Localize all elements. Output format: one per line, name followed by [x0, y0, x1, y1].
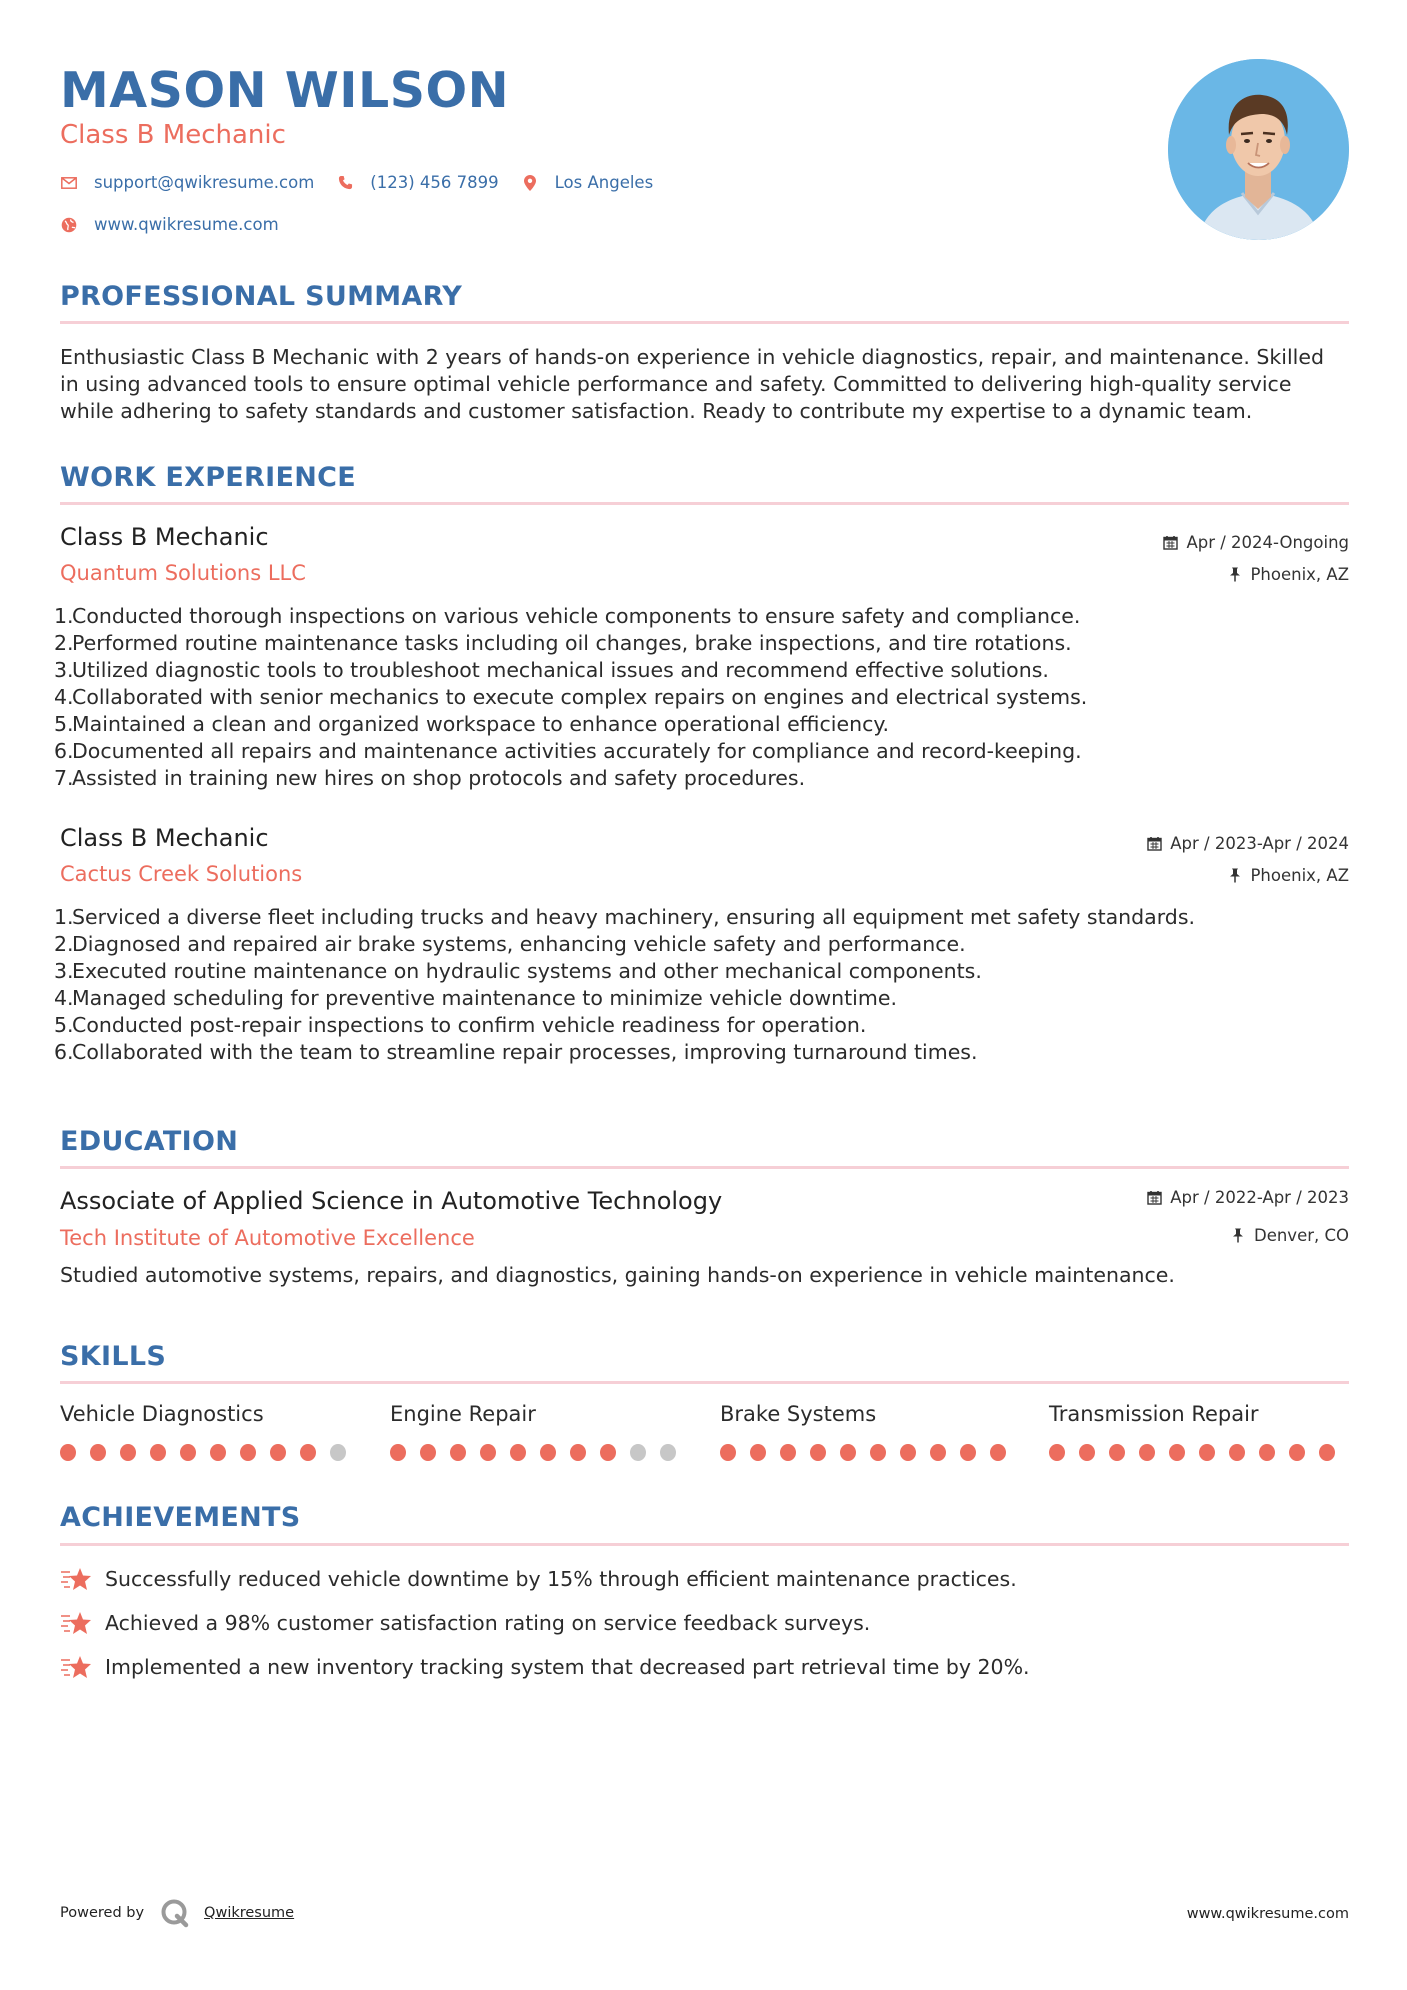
globe-icon: [60, 216, 78, 234]
summary-text: Enthusiastic Class B Mechanic with 2 years of hands-on experience in vehicle diagnostics, repair, and maintenance. Skilled in using advanced tools to ensure optimal vehicle performance and safety. Committed to delivering high-quality service while adhering to safety standards and customer satisfaction. Ready to contribute my expertise to a dynamic team.: [60, 345, 1325, 423]
skill-item: [60, 1402, 360, 1461]
rating-dot-filled: [1049, 1444, 1065, 1461]
qwikresume-link[interactable]: Qwikresume: [204, 1905, 295, 1921]
website-text: www.qwikresume.com: [94, 215, 279, 234]
list-item: 2. Diagnosed and repaired air brake systems, enhancing vehicle safety and performance.: [54, 932, 966, 956]
rating-dot-filled: [420, 1444, 436, 1461]
rating-dot-filled: [570, 1444, 586, 1461]
list-item: 1. Conducted thorough inspections on various vehicle components to ensure safety and compliance.: [54, 604, 1081, 628]
rating-dot-filled: [210, 1444, 226, 1461]
list-item: 5. Conducted post-repair inspections to confirm vehicle readiness for operation.: [54, 1013, 867, 1037]
job-responsibilities: [54, 603, 1349, 792]
phone-icon: [336, 174, 354, 192]
job-title: Class B Mechanic: [60, 523, 269, 551]
skill-rating: [60, 1444, 360, 1461]
contact-row: [60, 173, 675, 192]
calendar-icon: [1147, 836, 1162, 851]
skill-item: [390, 1402, 690, 1461]
skill-rating: [1049, 1444, 1349, 1461]
rating-dot-filled: [60, 1444, 76, 1461]
achievement-text: Achieved a 98% customer satisfaction rating on service feedback surveys.: [105, 1611, 871, 1635]
footer-powered-by: [60, 1898, 294, 1928]
rating-dot-filled: [1229, 1444, 1245, 1461]
contact-row-website: [60, 215, 301, 234]
rating-dot-filled: [1199, 1444, 1215, 1461]
achievements-divider: [60, 1543, 1349, 1546]
contact-location: [521, 173, 654, 192]
summary-divider: [60, 321, 1349, 324]
rating-dot-filled: [300, 1444, 316, 1461]
list-item: 3. Utilized diagnostic tools to troubleshoot mechanical issues and recommend effective solutions.: [54, 658, 1049, 682]
shooting-star-icon: [60, 1653, 92, 1681]
rating-dot-filled: [900, 1444, 916, 1461]
skill-item: [1049, 1402, 1349, 1461]
contact-website[interactable]: [60, 215, 279, 234]
skills-heading: SKILLS: [60, 1341, 167, 1372]
education-location-text: Denver, CO: [1253, 1226, 1349, 1245]
job-location-text: Phoenix, AZ: [1250, 565, 1349, 584]
achievement-text: Implemented a new inventory tracking system that decreased part retrieval time by 20%.: [105, 1655, 1030, 1679]
pushpin-icon: [1227, 567, 1242, 582]
skill-rating: [720, 1444, 1020, 1461]
job-dates: [1147, 834, 1349, 853]
rating-dot-filled: [450, 1444, 466, 1461]
experience-heading: WORK EXPERIENCE: [60, 462, 356, 493]
rating-dot-filled: [990, 1444, 1006, 1461]
skill-item: [720, 1402, 1020, 1461]
rating-dot-filled: [150, 1444, 166, 1461]
calendar-icon: [1147, 1190, 1162, 1205]
rating-dot-filled: [1169, 1444, 1185, 1461]
calendar-icon: [1163, 535, 1178, 550]
qwikresume-logo-icon: [160, 1898, 190, 1928]
education-description: Studied automotive systems, repairs, and diagnostics, gaining hands-on experience in vehicle maintenance.: [60, 1263, 1175, 1287]
education-location: [1231, 1226, 1349, 1245]
list-item: 6. Collaborated with the team to streamline repair processes, improving turnaround times.: [54, 1040, 978, 1064]
rating-dot-filled: [750, 1444, 766, 1461]
rating-dot-empty: [660, 1444, 676, 1461]
pushpin-icon: [1227, 868, 1242, 883]
education-divider: [60, 1166, 1349, 1169]
achievement-item: [60, 1609, 870, 1637]
rating-dot-empty: [330, 1444, 346, 1461]
achievement-item: [60, 1653, 1030, 1681]
achievement-item: [60, 1565, 1017, 1593]
skill-name: Brake Systems: [720, 1402, 877, 1426]
rating-dot-filled: [90, 1444, 106, 1461]
job-title: Class B Mechanic: [60, 824, 269, 852]
school-name: Tech Institute of Automotive Excellence: [60, 1226, 475, 1250]
skill-name: Engine Repair: [390, 1402, 536, 1426]
rating-dot-filled: [960, 1444, 976, 1461]
envelope-icon: [60, 174, 78, 192]
job-location-text: Phoenix, AZ: [1250, 866, 1349, 885]
pushpin-icon: [1231, 1228, 1246, 1243]
list-item: 4. Managed scheduling for preventive maintenance to minimize vehicle downtime.: [54, 986, 897, 1010]
rating-dot-filled: [1139, 1444, 1155, 1461]
job-company: Cactus Creek Solutions: [60, 862, 303, 886]
rating-dot-filled: [240, 1444, 256, 1461]
rating-dot-filled: [810, 1444, 826, 1461]
shooting-star-icon: [60, 1565, 92, 1593]
skill-name: Transmission Repair: [1049, 1402, 1259, 1426]
experience-divider: [60, 502, 1349, 505]
rating-dot-filled: [1079, 1444, 1095, 1461]
rating-dot-filled: [720, 1444, 736, 1461]
job-dates: [1163, 533, 1349, 552]
rating-dot-filled: [930, 1444, 946, 1461]
job-location: [1227, 866, 1349, 885]
powered-by-label: Powered by: [60, 1905, 145, 1921]
rating-dot-filled: [180, 1444, 196, 1461]
job-dates-text: Apr / 2024-Ongoing: [1186, 533, 1349, 552]
rating-dot-filled: [480, 1444, 496, 1461]
phone-text: (123) 456 7899: [370, 173, 499, 192]
footer-website[interactable]: www.qwikresume.com: [1186, 1906, 1349, 1922]
job-location: [1227, 565, 1349, 584]
rating-dot-filled: [600, 1444, 616, 1461]
list-item: 7. Assisted in training new hires on shop protocols and safety procedures.: [54, 766, 806, 790]
skill-name: Vehicle Diagnostics: [60, 1402, 264, 1426]
achievement-text: Successfully reduced vehicle downtime by 15% through efficient maintenance practices.: [105, 1567, 1017, 1591]
list-item: 5. Maintained a clean and organized workspace to enhance operational efficiency.: [54, 712, 890, 736]
skill-rating: [390, 1444, 690, 1461]
rating-dot-empty: [630, 1444, 646, 1461]
job-dates-text: Apr / 2023-Apr / 2024: [1170, 834, 1349, 853]
education-dates-text: Apr / 2022-Apr / 2023: [1170, 1188, 1349, 1207]
rating-dot-filled: [1289, 1444, 1305, 1461]
rating-dot-filled: [840, 1444, 856, 1461]
degree-title: Associate of Applied Science in Automotive Technology: [60, 1187, 723, 1215]
job-company: Quantum Solutions LLC: [60, 561, 306, 585]
contact-phone[interactable]: [336, 173, 498, 192]
achievements-heading: ACHIEVEMENTS: [60, 1502, 301, 1533]
list-item: 3. Executed routine maintenance on hydraulic systems and other mechanical components.: [54, 959, 982, 983]
rating-dot-filled: [1259, 1444, 1275, 1461]
job-responsibilities: [54, 904, 1349, 1066]
rating-dot-filled: [1109, 1444, 1125, 1461]
education-heading: EDUCATION: [60, 1126, 239, 1157]
contact-email[interactable]: [60, 173, 314, 192]
rating-dot-filled: [870, 1444, 886, 1461]
skills-divider: [60, 1381, 1349, 1384]
rating-dot-filled: [780, 1444, 796, 1461]
rating-dot-filled: [120, 1444, 136, 1461]
map-pin-icon: [521, 174, 539, 192]
summary-heading: PROFESSIONAL SUMMARY: [60, 281, 463, 312]
location-text: Los Angeles: [554, 173, 654, 192]
profile-photo: [1168, 59, 1349, 240]
rating-dot-filled: [1319, 1444, 1335, 1461]
shooting-star-icon: [60, 1609, 92, 1637]
list-item: 6. Documented all repairs and maintenance activities accurately for compliance and record-keeping.: [54, 739, 1082, 763]
list-item: 4. Collaborated with senior mechanics to execute complex repairs on engines and electrical systems.: [54, 685, 1088, 709]
list-item: 2. Performed routine maintenance tasks including oil changes, brake inspections, and tire rotations.: [54, 631, 1072, 655]
list-item: 1. Serviced a diverse fleet including trucks and heavy machinery, ensuring all equipment met safety standards.: [54, 905, 1196, 929]
rating-dot-filled: [390, 1444, 406, 1461]
education-dates: [1147, 1188, 1349, 1207]
candidate-name: MASON WILSON: [60, 62, 510, 119]
rating-dot-filled: [270, 1444, 286, 1461]
rating-dot-filled: [510, 1444, 526, 1461]
email-text: support@qwikresume.com: [94, 173, 315, 192]
candidate-role: Class B Mechanic: [60, 120, 286, 150]
rating-dot-filled: [540, 1444, 556, 1461]
